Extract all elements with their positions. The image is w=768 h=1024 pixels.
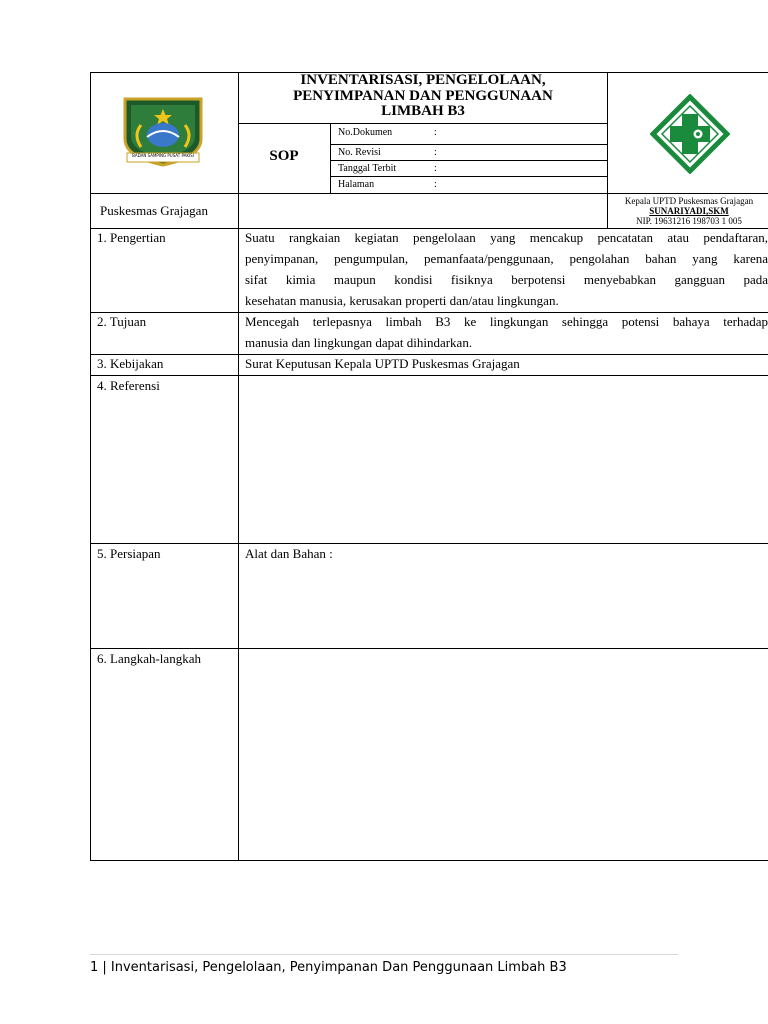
organization-name: Puskesmas Grajagan — [100, 203, 208, 218]
title-line-3: LIMBAH B3 — [381, 103, 465, 119]
border-bottom — [90, 860, 768, 861]
text-line: Mencegah terlepasnya limbah B3 ke lingkungan sehingga potensi bahaya terhadap — [245, 314, 768, 329]
meta-row-page — [338, 179, 598, 191]
divider-meta-1 — [330, 144, 608, 145]
meta-label: No.Dokumen — [338, 127, 393, 138]
divider-row-3 — [90, 375, 768, 376]
meta-value: : — [434, 163, 437, 174]
persiapan-intro: Alat dan Bahan : — [245, 546, 333, 561]
meta-label: Halaman — [338, 179, 375, 190]
section-label-langkah: 6. Langkah-langkah — [97, 651, 201, 666]
meta-value: : — [434, 179, 437, 190]
divider-col-main — [238, 72, 239, 861]
footer-rule — [90, 954, 678, 955]
puskesmas-logo-icon — [650, 94, 730, 174]
meta-value: : — [434, 147, 437, 158]
section-tujuan — [245, 311, 768, 353]
title-line-1: INVENTARISASI, PENGELOLAAN, — [300, 72, 546, 88]
meta-label: Tanggal Terbit — [338, 163, 397, 174]
meta-value: : — [434, 127, 437, 138]
section-kebijakan: Surat Keputusan Kepala UPTD Puskesmas Grajagan — [245, 356, 520, 371]
divider-meta-2 — [330, 160, 608, 161]
section-label-persiapan: 5. Persiapan — [97, 546, 161, 561]
text-line: Suatu rangkaian kegiatan pengelolaan yang mencakup pencatatan atau pendaftaran, — [245, 230, 768, 245]
page-footer: 1 | Inventarisasi, Pengelolaan, Penyimpanan Dan Penggunaan Limbah B3 — [90, 960, 567, 975]
section-label-referensi: 4. Referensi — [97, 378, 160, 393]
text-line: sifat kimia maupun kondisi fisiknya berpotensi menyebabkan gangguan pada — [245, 272, 768, 287]
title-line-2: PENYIMPANAN DAN PENGGUNAAN — [293, 87, 553, 104]
text-line: penyimpanan, pengumpulan, pemanfaata/penggunaan, pengolahan bahan yang karena — [245, 251, 768, 266]
text-line: kesehatan manusia, kerusakan properti dan/atau lingkungan. — [245, 293, 559, 308]
signatory-position: Kepala UPTD Puskesmas Grajagan — [624, 196, 754, 206]
document-title — [238, 73, 608, 120]
divider-title — [238, 123, 608, 124]
meta-row-doc-number — [338, 127, 598, 139]
text-line: manusia dan lingkungan dapat dihindarkan. — [245, 335, 473, 350]
meta-row-revision — [338, 147, 598, 159]
signatory-nip: NIP. 19631216 198703 1 005 — [636, 216, 742, 226]
section-label-pengertian: 1. Pengertian — [97, 230, 166, 245]
divider-sop — [330, 123, 331, 193]
sop-label: SOP — [269, 148, 299, 164]
section-pengertian — [245, 227, 768, 311]
signatory-block — [610, 196, 768, 226]
divider-header — [90, 193, 768, 194]
meta-row-issue-date — [338, 163, 598, 175]
crest-motto: BADAN SAMPING PUSAT PAKISI — [132, 153, 194, 158]
section-label-tujuan: 2. Tujuan — [97, 314, 147, 329]
signatory-name: SUNARIYADI,SKM — [649, 206, 729, 216]
meta-label: No. Revisi — [338, 147, 381, 158]
section-label-kebijakan: 3. Kebijakan — [97, 356, 164, 371]
border-left — [90, 72, 91, 861]
divider-meta-3 — [330, 176, 608, 177]
